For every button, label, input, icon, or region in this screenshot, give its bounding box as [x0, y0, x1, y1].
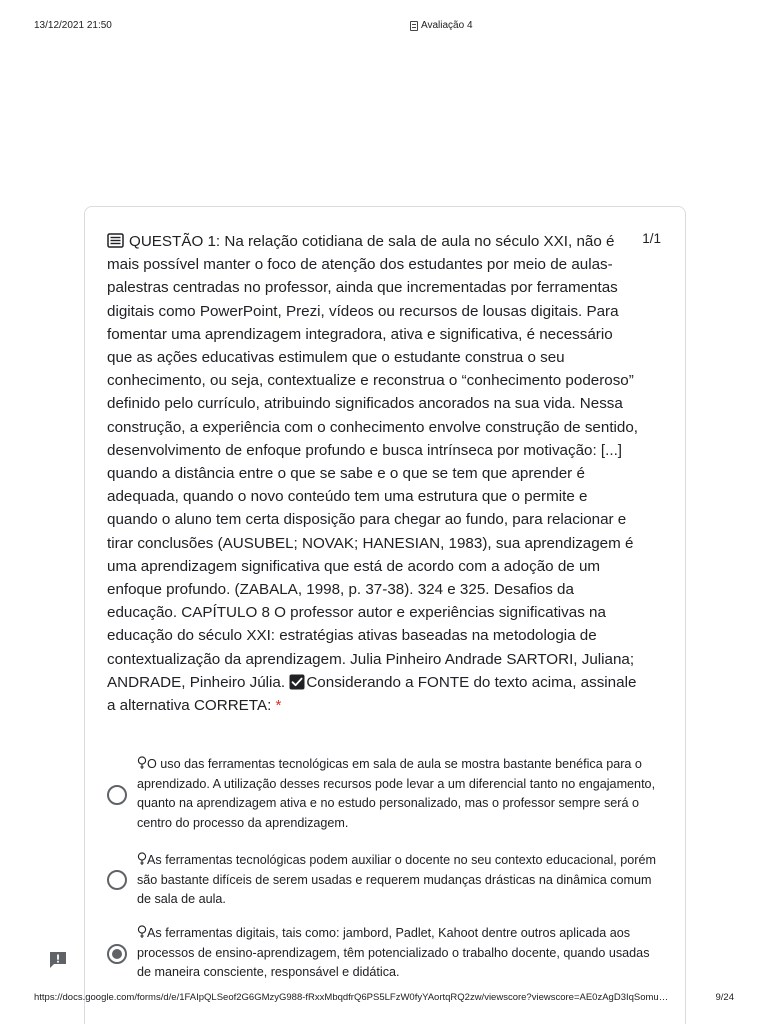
required-marker: *: [275, 697, 282, 715]
page-number: 9/24: [715, 992, 734, 1003]
lightbulb-icon: [137, 925, 147, 939]
print-title-text: Avaliação 4: [421, 20, 473, 31]
print-footer: [34, 992, 734, 1006]
radio-button[interactable]: [107, 785, 127, 805]
checkmark-box-icon: [289, 674, 305, 690]
question-text-part2: Considerando a FONTE do texto acima, assinale a alternativa CORRETA:: [107, 673, 637, 715]
answer-option-selected[interactable]: [107, 924, 667, 984]
option-label: As ferramentas tecnológicas podem auxiliar o docente no seu contexto educacional, porém são bastante difíceis de serem usadas e requerem mudanças drásticas na dinâmica comum de sala de aula.: [137, 853, 656, 907]
question-text-part1: QUESTÃO 1: Na relação cotidiana de sala de aula no século XXI, não é mais possível manter o foco de atenção dos estudantes por meio de aulas-palestras centradas no professor, ainda que incrementadas por ferramentas digitais como PowerPoint, Prezi, vídeos ou recursos de lousas digitais. Para fomentar uma aprendizagem integradora, ativa e significativa, é necessário que as ações educativas estimulem que o estudante construa o seu conhecimento, ou seja, contextualize e reconstrua o “conhecimento poderoso” definido pelo currículo, atribuindo significados ancorados na sua vida. Nessa construção, a experiência com o conhecimento envolve construção de sentido, desenvolvimento de enfoque profundo e busca intrínseca por motivação: [...] quando a distância entre o que se sabe e o que se tem que aprender é adequada, quando o novo conteúdo tem uma estrutura que o permite e quando o aluno tem certa disposição para chegar ao fundo, para relacionar e tirar conclusões (AUSUBEL; NOVAK; HANESIAN, 1983), sua aprendizagem é uma aprendizagem significativa que está de acordo com a adoção de um enfoque profundo. (ZABALA, 1998, p. 37-38). 324 e 325. Desafios da educação. CAPÍTULO 8 O professor autor e experiências significativas na educação do século XXI: estratégias ativas baseadas na metodologia de contextualização da aprendizagem. Julia Pinheiro Andrade SARTORI, Juliana; ANDRADE, Pinheiro Júlia.: [107, 233, 639, 691]
document-icon: [410, 21, 418, 31]
question-score: 1/1: [642, 231, 661, 246]
radio-button-selected[interactable]: [107, 944, 127, 964]
print-title: [410, 20, 473, 31]
option-label: O uso das ferramentas tecnológicas em sala de aula se mostra bastante benéfica para o aprendizado. A utilização desses recursos pode levar a um diferencial tanto no engajamento, quanto na aprendizagem ativa e no estudo personalizado, mas o professor sempre será o centro do processo da aprendizagem.: [137, 757, 656, 830]
radio-button[interactable]: [107, 870, 127, 890]
question-card: [84, 206, 686, 1024]
question-text: [107, 230, 639, 717]
lightbulb-icon: [137, 852, 147, 866]
feedback-icon[interactable]: [48, 950, 68, 970]
answer-option[interactable]: [107, 755, 667, 835]
print-url: https://docs.google.com/forms/d/e/1FAIpQLSeof2G6GMzyG988-fRxxMbqdfrQ6PS5LFzW0fyYAortqRQ2zw/viewscore?viewscore=AE0zAgD3IqSomu…: [34, 992, 669, 1003]
print-datetime: 13/12/2021 21:50: [34, 20, 112, 31]
option-label: As ferramentas digitais, tais como: jambord, Padlet, Kahoot dentre outros aplicada aos processos de ensino-aprendizagem, têm potencializado o trabalho docente, quando usadas de maneira consciente, responsável e didática.: [137, 926, 650, 980]
form-question-icon: [107, 233, 124, 248]
print-header: [34, 20, 734, 36]
lightbulb-icon: [137, 756, 147, 770]
answer-option[interactable]: [107, 851, 667, 911]
